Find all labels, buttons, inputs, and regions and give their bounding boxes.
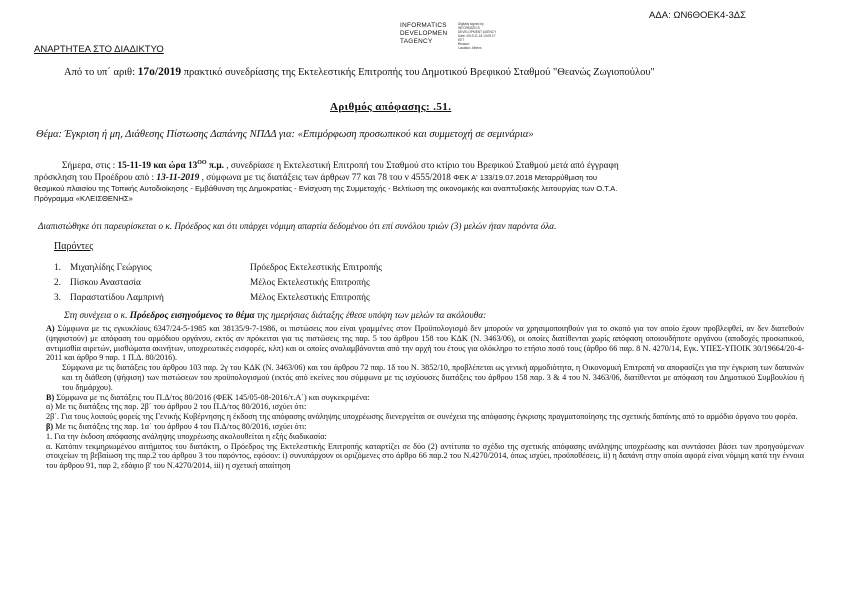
paragraph-a2: Σύμφωνα με τις διατάξεις του άρθρου 103 παρ. 2γ του ΚΔΚ (Ν. 3463/06) και του άρθρου 72 παρ. 1δ του Ν. 3852/10, προβλέπεται ως γενική αρμοδιότητα, η Οικονομική Επιτροπή να αποφασίζει για την έγκριση των δαπανών και τη διάθεση (ψήφιση) των πιστώσεων του προϋπολογισμού (εκτός από εκείνες που σύμφωνα με τις ισχύουσες διατάξεις του άρθρου 158 παρ. 3 & 4 του Ν. 3463/06, διατίθενται με απόφαση του Δημοτικού Συμβουλίου ή του δημάρχου). [62, 363, 804, 392]
minutes-prefix: Από το υπ΄ αριθ: [64, 67, 138, 78]
paragraph-b: Β) Σύμφωνα με τις διατάξεις του Π.Δ/τος 80/2016 (ΦΕΚ 145/05-08-2016/τ.Α΄) και συγκεκριμένα: [46, 392, 370, 402]
member-name: Παραστατίδου Λαμπρινή [70, 293, 164, 303]
continuation-line: Στη συνέχεια ο κ. Πρόεδρος εισηγούμενος το θέμα της ημερήσιας διάταξης έθεσε υπόψη των μελών τα ακόλουθα: [64, 311, 487, 321]
stamp-line: DEVELOPMEN [400, 30, 448, 37]
invite-date: 13-11-2019 [156, 173, 200, 184]
present-heading: Παρόντες [54, 241, 94, 252]
upload-notice: ΑΝΑΡΤΗΤΕΑ ΣΤΟ ΔΙΑΔΙΚΤΥΟ [34, 44, 164, 55]
stamp-detail: DEVELOPMENT AGENCY [458, 30, 497, 34]
member-name: Πίσκου Αναστασία [70, 278, 141, 288]
digital-signature-details [458, 22, 496, 50]
procedure-a: α. Κατόπιν τεκμηριωμένου αιτήματος του διατάκτη, ο Πρόεδρος της Εκτελεστικής Επιτροπής καταρτίζει σε δύο (2) αντίτυπα το σχέδιο της σχετικής απόφασης ανάληψης υποχρέωσης και συντάσσει βάσει των προηγούμενων στοιχείων τη βεβαίωση της παρ.2 του άρθρου 3 του παρόντος, εφόσον: i) συνυπάρχουν οι οριζόμενες στο άρθρο 66 παρ.2 του Ν.4270/2014, όπως ισχύει, προϋποθέσεις, ii) η δαπάνη στην οποία αφορά είναι νόμιμη κατά την έννοια του άρθρου 91, παρ 2, εδάφιο β' του Ν.4270/2014, iii) η σχετική απαίτηση [46, 441, 804, 471]
stamp-line: INFORMATICS [400, 22, 447, 29]
meeting-paragraph [34, 158, 804, 204]
clause-a: α) Με τις διατάξεις της παρ. 2β΄ του άρθρου 2 του Π.Δ/τος 80/2016, ισχύει ότι: [46, 402, 307, 412]
meeting-line-3: θεσμικού πλαισίου της Τοπικής Αυτοδιοίκησης - Εμβάθυνση της Δημοκρατίας - Ενίσχυση της Συμμετοχής - Βελτίωση της οικονομικής και αναπτυξιακής λειτουργίας των Ο.Τ.Α. [34, 184, 618, 194]
digital-signature-stamp [400, 22, 447, 46]
member-role: Μέλος Εκτελεστικής Επιτροπής [250, 293, 370, 303]
member-role: Μέλος Εκτελεστικής Επιτροπής [250, 278, 370, 288]
rapporteur: Πρόεδρος εισηγούμενος το θέμα [129, 311, 255, 321]
minutes-number: 17ο/2019 [137, 66, 182, 78]
clause-b: β) Με τις διατάξεις της παρ. 1α΄ του άρθρου 4 του Π.Δ/τος 80/2016, ισχύει ότι: [46, 421, 307, 431]
meeting-line-2: πρόσκληση του Προέδρου από : 13-11-2019 , σύμφωνα με τις διατάξεις των άρθρων 77 και 78 του ν 4555/2018 ΦΕΚ Α' 133/19.07.2018 Μεταρρύθμιση του [34, 173, 597, 184]
subject-line: Θέμα: Έγκριση ή μη, Διάθεσης Πίστωσης Δαπάνης ΝΠΔΔ για: «Επιμόρφωση προσωπικού και συμμετοχή σε σεμινάρια» [36, 129, 534, 140]
procedure-line: 1. Για την έκδοση απόφασης ανάληψης υποχρέωσης ακολουθείται η εξής διαδικασία: [46, 431, 327, 441]
member-role: Πρόεδρος Εκτελεστικής Επιτροπής [250, 263, 382, 273]
stamp-detail: EET [458, 38, 465, 42]
decision-number: Αριθμός απόφασης: .51. [330, 101, 452, 113]
paragraph-a: Α) Σύμφωνα με τις εγκυκλίους 6347/24-5-1985 και 38135/9-7-1986, οι πιστώσεις που είναι γραμμένες στον Προϋπολογισμό δεν μπορούν να χρησιμοποιηθούν για το σκοπό για τον οποίο έχουν προβλεφθεί, αν δεν διατεθούν (ψηφιστούν) με απόφαση του αρμόδιου οργάνου, εκτός αν πρόκειται για τις πιστώσεις της παρ. 5 του άρθρου 158 του ΚΔΚ (Ν. 3463/06), οι οποίες διατίθενται χωρίς απόφαση οποιουδήποτε οργάνου (αποδοχές προσωπικού, αντιμισθία αιρετών, μισθώματα ακινήτων, υποχρεωτικές εισφορές, κλπ) και οι οποίες αναλαμβάνονται από την αρχή του έτους για ολόκληρο το ετήσιο ποσό τους (άρθρο 66 παρ. 8 Ν. 4270/14, Εγκ. ΥΠΕΣ-ΥΠΟΙΚ 30/19664/20-4-2011 και άρθρο 9 παρ. 1 Π.Δ. 80/2016). [46, 324, 804, 363]
stamp-detail: INFORMATICS [458, 26, 480, 30]
ada-code: ΑΔΑ: ΩΝ6ΘΟΕΚ4-3ΔΣ [649, 10, 746, 21]
meeting-line-4: Πρόγραμμα «ΚΛΕΙΣΘΕΝΗΣ» [34, 194, 133, 204]
stamp-detail: Reason: [458, 42, 470, 46]
stamp-detail: Date: 2019.11.18 13:09:17 [458, 34, 496, 38]
minutes-suffix: πρακτικό συνεδρίασης της Εκτελεστικής Επιτροπής του Δημοτικού Βρεφικού Σταθμού "Θεανώς Ζωγιοπούλου" [181, 67, 655, 78]
stamp-line: TAGENCY [400, 38, 433, 45]
body-text [34, 324, 804, 471]
meeting-datetime: 15-11-19 και ώρα 13 [117, 161, 198, 172]
member-name: Μιχαηλίδης Γεώργιος [70, 263, 152, 273]
clause-2b: 2β΄. Για τους λοιπούς φορείς της Γενικής Κυβέρνησης η έκδοση της απόφασης ανάληψης υποχρέωσης διενεργείται σε συνέχεια της απόφασης έγκρισης πραγματοποίησης της σχετικής δαπάνης από το αρμόδιο όργανο του φορέα. [46, 412, 798, 422]
minutes-reference [64, 66, 655, 78]
stamp-detail: Digitally signed by [458, 22, 484, 26]
meeting-line-1: Σήμερα, στις : 15-11-19 και ώρα $13^{OO}$ π.μ. , συνεδρίασε η Εκτελεστική Επιτροπή του Σταθμού στο κτίριο του Βρεφικού Σταθμού μετά από έγγραφη [62, 160, 619, 172]
stamp-detail: Location: Athens [458, 46, 482, 50]
quorum-statement: Διαπιστώθηκε ότι παρευρίσκεται ο κ. Πρόεδρος και ότι υπάρχει νόμιμη απαρτία δεδομένου ότι επί συνόλου τριών (3) μελών ήταν παρόντα όλα. [38, 221, 557, 231]
